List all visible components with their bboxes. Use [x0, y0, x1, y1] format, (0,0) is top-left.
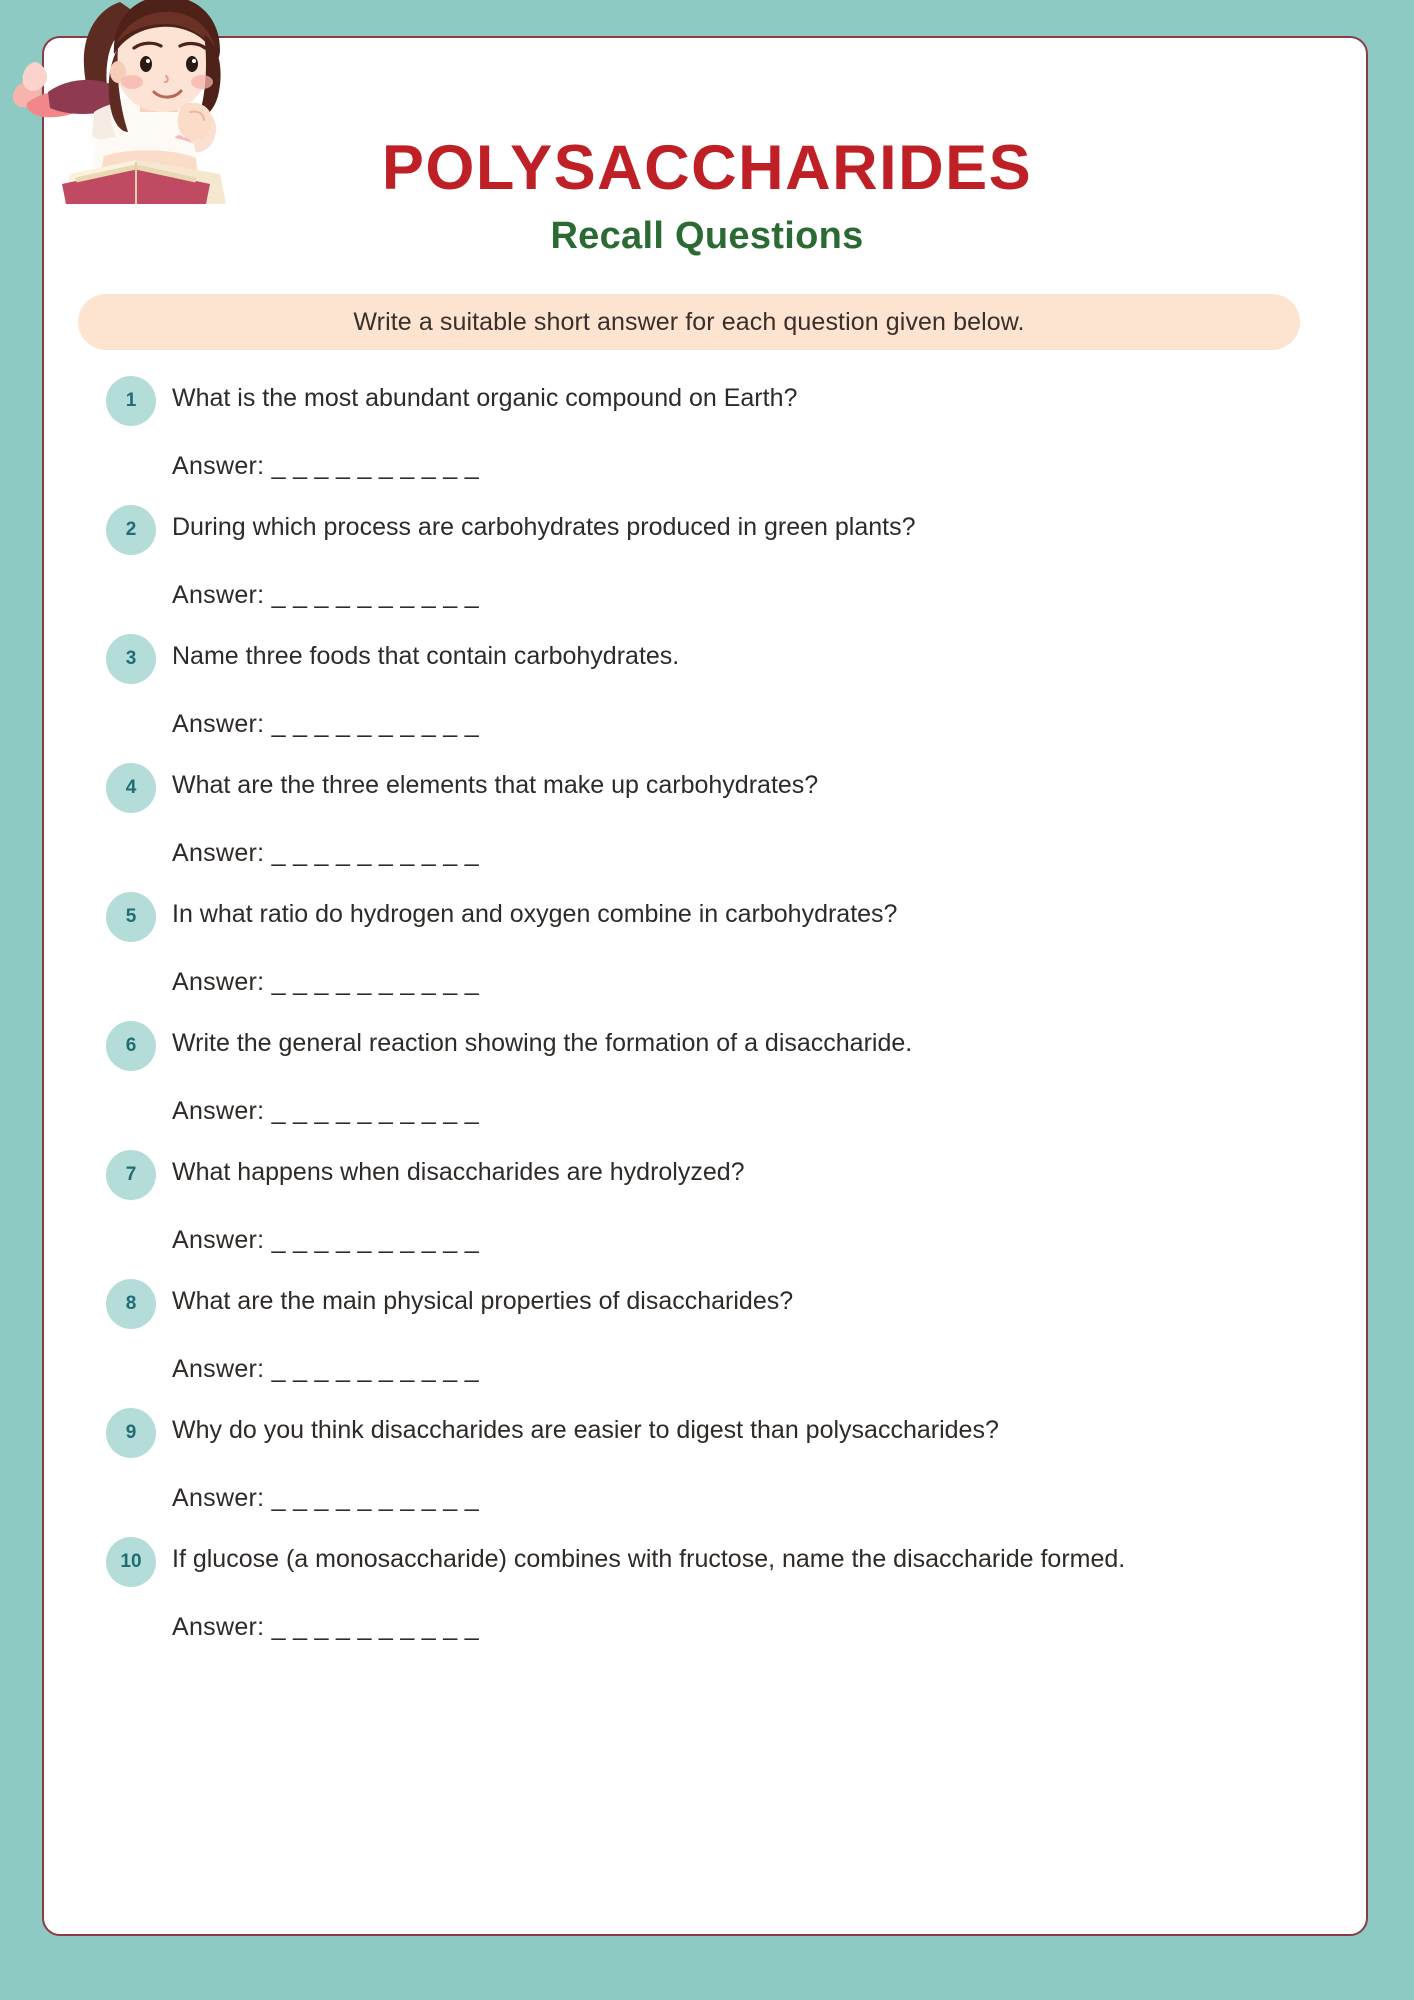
question-number-badge: 1 — [106, 376, 156, 426]
question-text: What are the three elements that make up carbohydrates? — [172, 771, 819, 799]
question-number-badge: 5 — [106, 892, 156, 942]
question-text: What are the main physical properties of disaccharides? — [172, 1287, 794, 1315]
question-number-badge: 8 — [106, 1279, 156, 1329]
answer-line[interactable]: Answer: _ _ _ _ _ _ _ _ _ _ — [172, 581, 479, 609]
question-number-badge: 2 — [106, 505, 156, 555]
question-row — [106, 632, 1370, 688]
instruction-text: Write a suitable short answer for each question given below. — [353, 307, 1025, 336]
question-number-badge: 7 — [106, 1150, 156, 1200]
question-text: What happens when disaccharides are hydrolyzed? — [172, 1158, 745, 1186]
answer-line[interactable]: Answer: _ _ _ _ _ _ _ _ _ _ — [172, 710, 479, 738]
question-row — [106, 1406, 1370, 1462]
question-text: In what ratio do hydrogen and oxygen combine in carbohydrates? — [172, 900, 898, 928]
answer-line[interactable]: Answer: _ _ _ _ _ _ _ _ _ _ — [172, 1355, 479, 1383]
question-item — [44, 632, 1370, 761]
answer-line[interactable]: Answer: _ _ _ _ _ _ _ _ _ _ — [172, 839, 479, 867]
question-row — [106, 374, 1370, 430]
question-item — [44, 374, 1370, 503]
answer-line[interactable]: Answer: _ _ _ _ _ _ _ _ _ _ — [172, 1097, 479, 1125]
question-number-badge: 4 — [106, 763, 156, 813]
question-row — [106, 1535, 1370, 1591]
question-item — [44, 761, 1370, 890]
question-text: If glucose (a monosaccharide) combines with fructose, name the disaccharide formed. — [172, 1545, 1126, 1573]
question-number-badge: 9 — [106, 1408, 156, 1458]
question-list — [44, 374, 1370, 1664]
question-item — [44, 1535, 1370, 1664]
question-number-badge: 6 — [106, 1021, 156, 1071]
question-text: During which process are carbohydrates produced in green plants? — [172, 513, 916, 541]
answer-line[interactable]: Answer: _ _ _ _ _ _ _ _ _ _ — [172, 1484, 479, 1512]
question-row — [106, 761, 1370, 817]
question-text: Why do you think disaccharides are easier to digest than polysaccharides? — [172, 1416, 999, 1444]
question-item — [44, 1277, 1370, 1406]
page-subtitle: Recall Questions — [550, 215, 864, 258]
question-row — [106, 503, 1370, 559]
question-row — [106, 1019, 1370, 1075]
question-text: What is the most abundant organic compound on Earth? — [172, 384, 798, 412]
question-text: Write the general reaction showing the formation of a disaccharide. — [172, 1029, 913, 1057]
question-number-badge: 10 — [106, 1537, 156, 1587]
question-row — [106, 890, 1370, 946]
question-item — [44, 1406, 1370, 1535]
question-item — [44, 890, 1370, 1019]
question-row — [106, 1148, 1370, 1204]
question-item — [44, 503, 1370, 632]
answer-line[interactable]: Answer: _ _ _ _ _ _ _ _ _ _ — [172, 452, 479, 480]
answer-line[interactable]: Answer: _ _ _ _ _ _ _ _ _ _ — [172, 1613, 479, 1641]
instruction-banner — [78, 294, 1300, 350]
worksheet-header — [44, 38, 1370, 258]
answer-line[interactable]: Answer: _ _ _ _ _ _ _ _ _ _ — [172, 1226, 479, 1254]
page-title: POLYSACCHARIDES — [381, 133, 1033, 203]
question-number-badge: 3 — [106, 634, 156, 684]
question-item — [44, 1148, 1370, 1277]
worksheet-card — [42, 36, 1368, 1936]
answer-line[interactable]: Answer: _ _ _ _ _ _ _ _ _ _ — [172, 968, 479, 996]
question-row — [106, 1277, 1370, 1333]
question-item — [44, 1019, 1370, 1148]
question-text: Name three foods that contain carbohydrates. — [172, 642, 680, 670]
